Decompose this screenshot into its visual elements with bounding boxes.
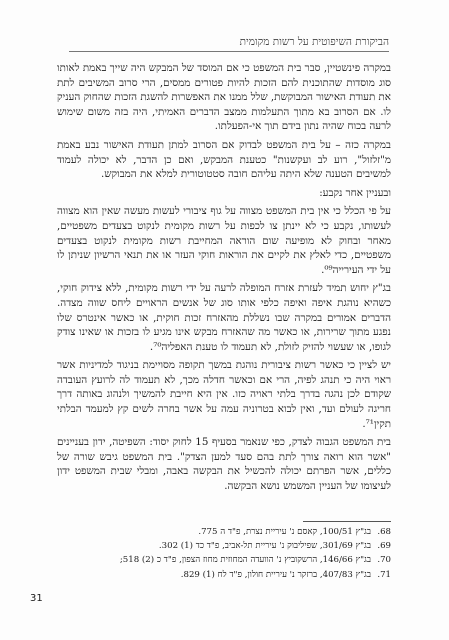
- footnote-text: בג"ץ 146/66, הרשקוביץ נ' הוועדה המחוזית מחוז הצפון, פ"ד כ (2) 518;: [119, 555, 371, 566]
- footnote-number: 69.: [377, 541, 391, 552]
- footnote-text: בג"ץ 407/83, ברזקר נ' עיריית חולון, פ"ד לח (1) 829.: [180, 569, 371, 580]
- footnote-number: 70.: [377, 555, 391, 566]
- running-header: הביקורת השיפוטית על רשות מקומית: [69, 36, 389, 52]
- footnotes: [57, 525, 391, 582]
- body-text: [57, 61, 391, 498]
- page-number: 31: [30, 593, 43, 604]
- footnote-text: בג"ץ 100/51, קאסם נ' עיריית נצרת, פ"ד ה 775.: [198, 527, 371, 537]
- paragraph: במקרה פינשטיין, סבר בית המשפט כי אם המוסד של המבקש היה שייך באמת לאותו סוג מוסדות שהתוכנית להם הזכות להיות פטורים ממסים, הרי סרוב המשיבים לתת את תעודת האישור המבוקשת, שלל ממנו את האפשרות להשגת הזכות שהחוק העניק לו. אם הסרוב בא מתוך התעלמות ממצב הדברים האמיתי, היה בזה משום שימוש לרעה בכוח שהיה נתון בידם תוך אי-הפעלתו.: [57, 62, 391, 133]
- paragraph: בג"ץ יחוש תמיד לעזרת אזרח המופלה לרעה על ידי רשות מקומית, ללא צידוק חוקי, כשהיא נוהגת איפה ואיפה כלפי אותו סוג של אנשים הראויים ליחס שווה מצדה. הדברים אמורים במקרה שבו נשללת מהאזרח זכות חוקית, או כאשר אינטרס שלו נפגע מתוך שרירות, או כאשר מה שהאזרח מבקש אינו מגיע לו בזכות או שאינו צודק לגופו, או שעשוי להזיק לזולת, לא תעמוד לו טענת האפליה⁷⁰.: [57, 282, 391, 353]
- paragraph: על פי הכלל כי אין בית המשפט מצווה על גוף ציבורי לעשות מעשה שאין הוא מצווה לעשותו, נקבע כי לא יינתן צו לכפות על רשות מקומית לנקוט בצעדים משפטיים, מאחר ובחוק לא מופיעה שום הוראה המחייבת רשות מקומית לנקוט בצעדים משפטיים, כדי לאלץ את לקיים את הוראות חוקי העזר או את תנאי הרשיון שניתן לו על ידי העירייה⁰⁹.: [57, 205, 391, 276]
- footnote: [57, 539, 391, 553]
- paragraph: במקרה כזה – על בית המשפט לבדוק אם הסרוב למתן תעודת האישור נבע באמת מ"זלזול", רוע לב ועקשנות" כטענת המבקש, ואם כן הדבר, לא יכולה לעמוד למשיבים הטענה שלא היתה עליהם חובה סטטוטורית למלא את המבוקש.: [57, 138, 391, 181]
- footnote-text: בג"ץ 301/69, שפיליבוק נ' עיריית תל-אביב, פ"ד כד (1) 302.: [158, 541, 371, 552]
- paragraph: יש לציין כי כאשר רשות ציבורית נוהגת במשך תקופה מסויימת בניגוד למדיניות אשר ראוי היה כי תנהג לפיה, הרי אם וכאשר חדלה מכך, לא תעמוד לה לרועץ העובדה שקודם לכן נהגה בדרך בלתי ראויה כזו. אין היא חייבת להמשיך ולנהוג באותה דרך חריגה לעולם ועד, ואין לבוא בטרוניה עמה על אשר בחרה לשים קץ למעמד הבלתי תקין⁷¹.: [57, 359, 391, 430]
- paragraph: ובעניין אחר נקבע:: [319, 186, 391, 199]
- footnote-number: 71.: [377, 569, 391, 580]
- footnote-separator: [303, 521, 391, 522]
- footnote: [57, 553, 391, 567]
- footnote-number: 68.: [377, 527, 391, 537]
- footnote: [57, 525, 391, 539]
- footnote: [57, 568, 391, 582]
- paragraph: בית המשפט הגבוה לצדק, כפי שנאמר בסעיף 15 לחוק יסוד: השפיטה, ידון בעניינים "אשר הוא רואה צורך לתת בהם סעד למען הצדק". בית המשפט גיבש שורה של כללים, אשר הפרתם יכולה להכשיל את הבקשה באבה, ומבלי שבית המשפט ידון לעיצומו של העניין המשמש נושא הבקשה.: [57, 436, 391, 493]
